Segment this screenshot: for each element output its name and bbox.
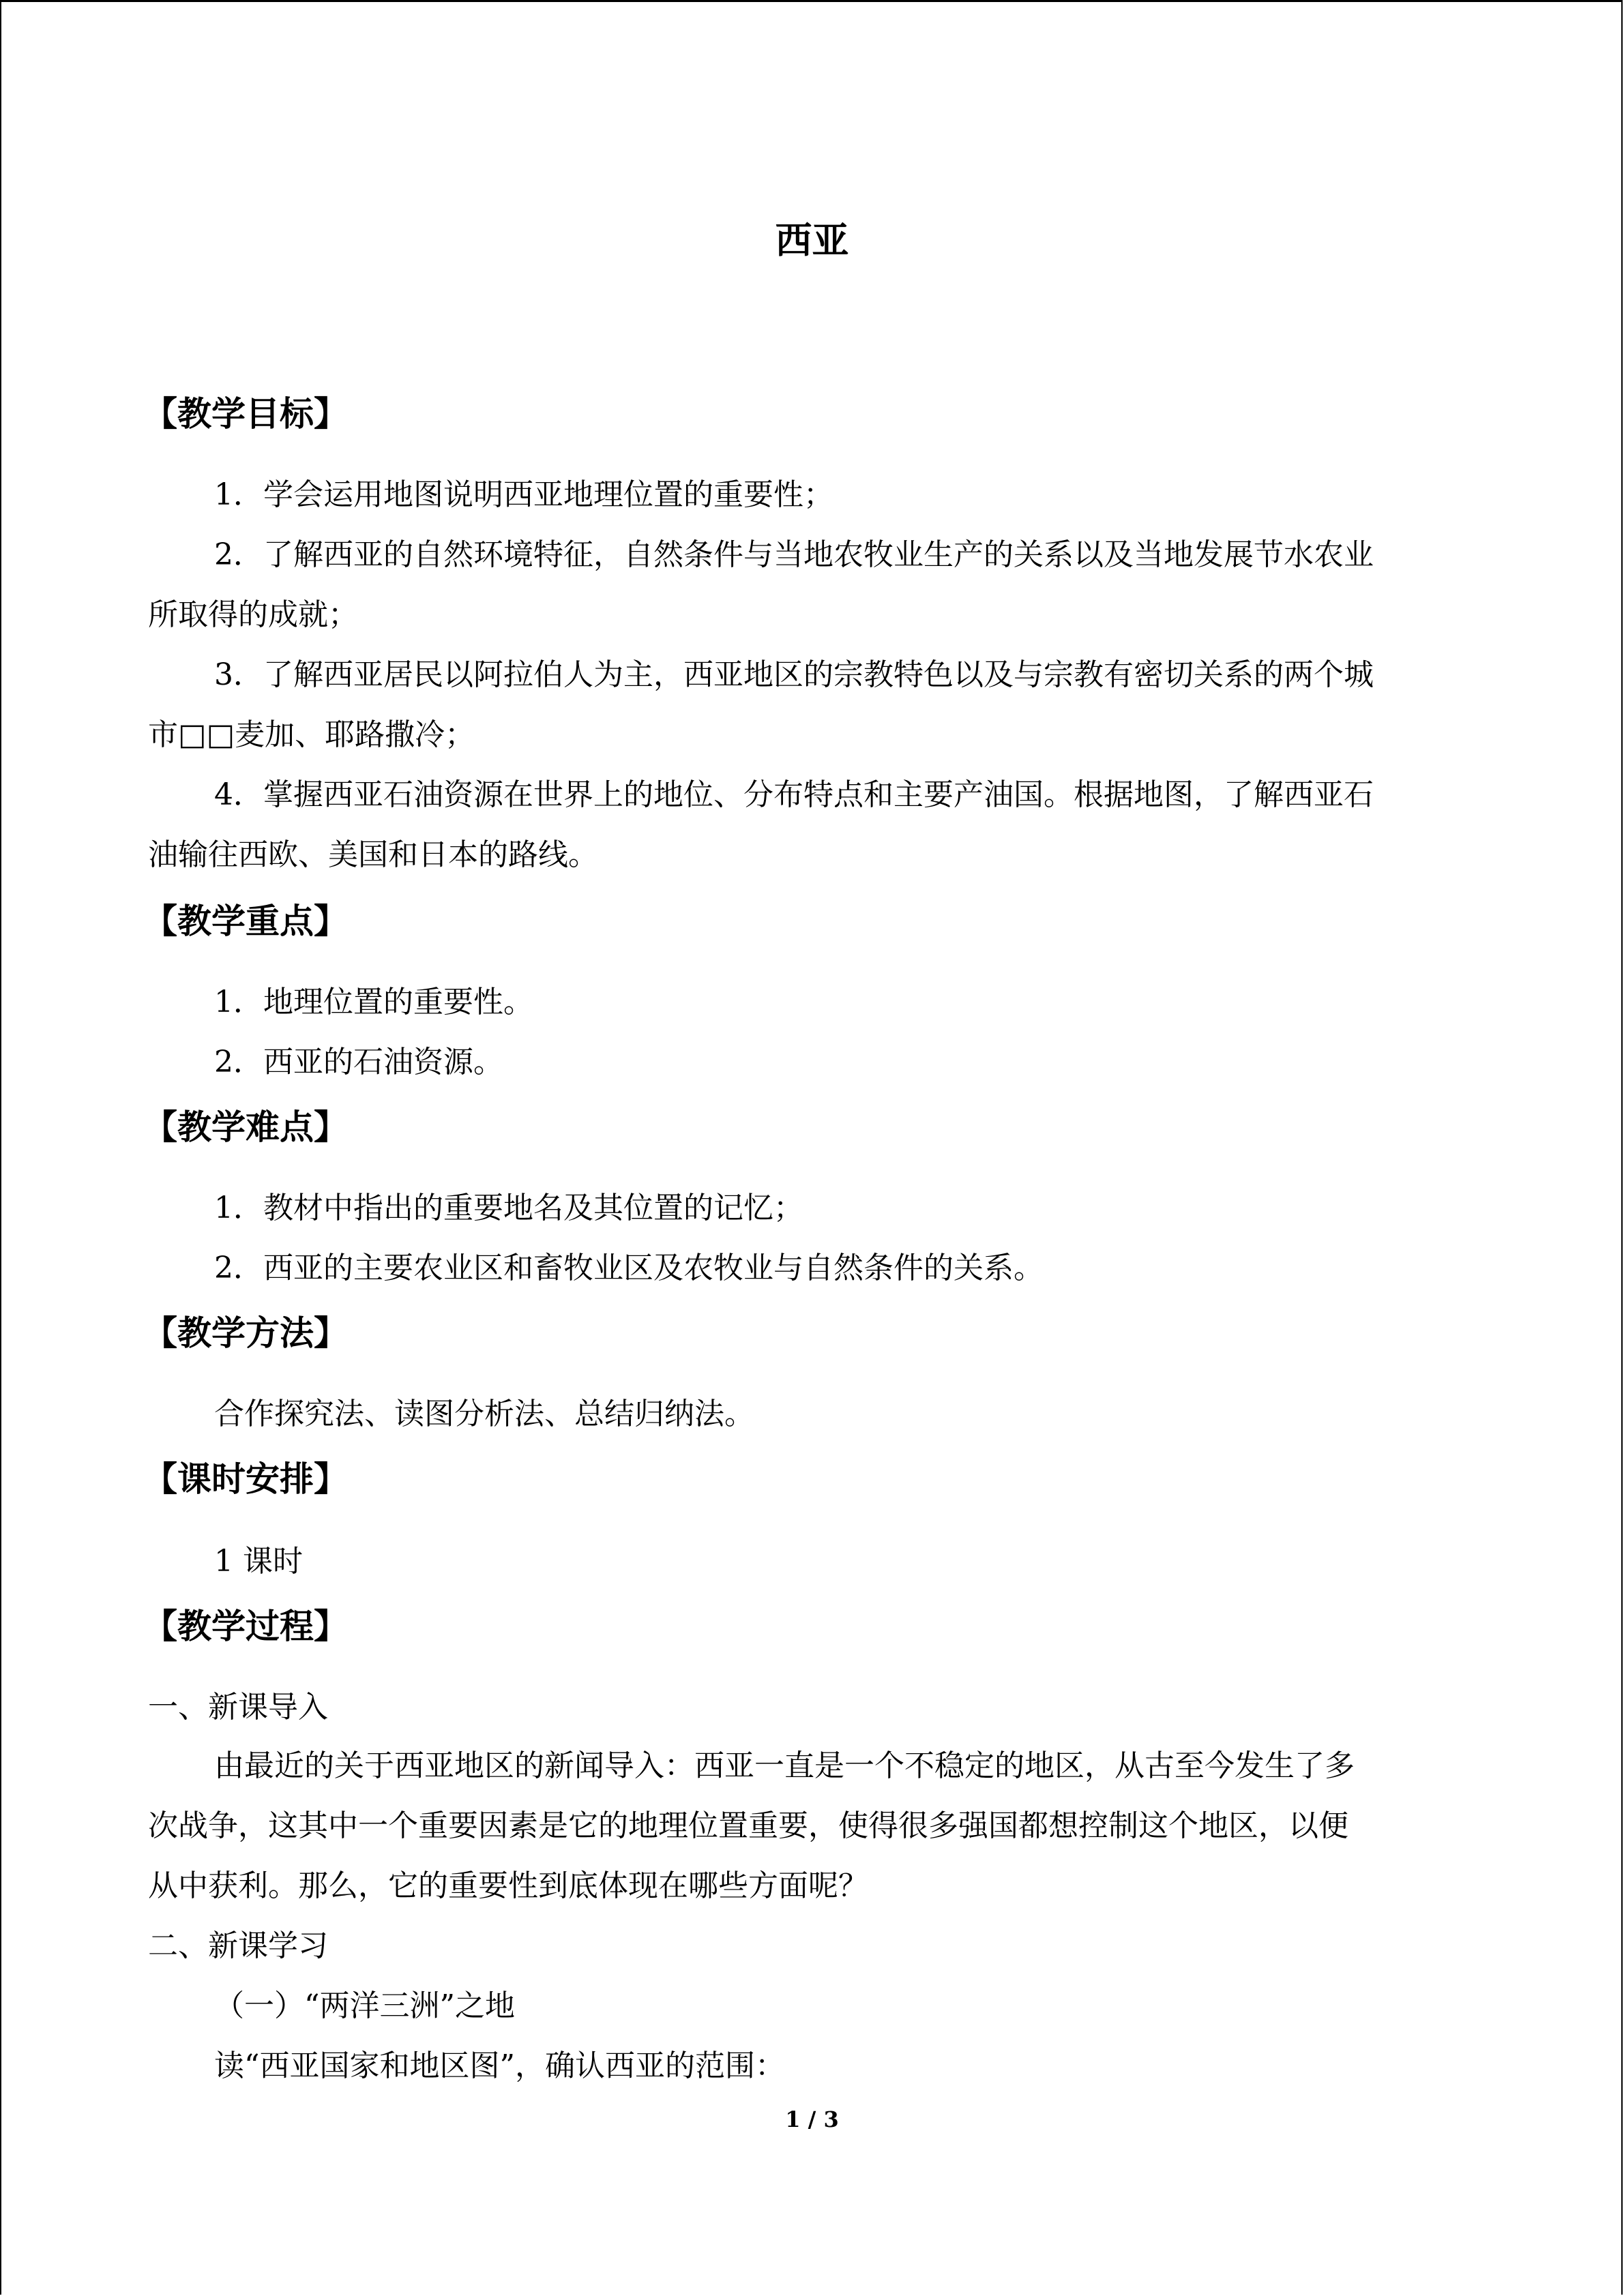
process-line-7: 读“西亚国家和地区图”，确认西亚的范围： <box>214 2048 785 2083</box>
difficulties-line-1: 1．教材中指出的重要地名及其位置的记忆； <box>214 1191 803 1225</box>
process-line-1: 一、新课导入 <box>148 1690 328 1725</box>
process-line-4: 从中获利。那么，它的重要性到底体现在哪些方面呢？ <box>148 1868 868 1903</box>
goals-line-4: 3．了解西亚居民以阿拉伯人为主，西亚地区的宗教特色以及与宗教有密切关系的两个城 <box>214 657 1374 692</box>
heading-goals: 【教学目标】 <box>143 393 348 434</box>
goals-line-2: 2．了解西亚的自然环境特征，自然条件与当地农牧业生产的关系以及当地发展节水农业 <box>214 537 1374 572</box>
key-points-line-1: 1．地理位置的重要性。 <box>214 985 533 1019</box>
process-line-2: 由最近的关于西亚地区的新闻导入：西亚一直是一个不稳定的地区，从古至今发生了多 <box>214 1748 1355 1783</box>
schedule-line-1: 1 课时 <box>214 1544 303 1579</box>
goals-line-5: 市□□麦加、耶路撒冷； <box>148 717 475 752</box>
heading-schedule: 【课时安排】 <box>143 1459 348 1499</box>
process-line-6: （一）“两洋三洲”之地 <box>214 1988 515 2023</box>
heading-difficulties: 【教学难点】 <box>143 1107 348 1147</box>
document-title: 西亚 <box>775 218 849 262</box>
goals-line-6: 4．掌握西亚石油资源在世界上的地位、分布特点和主要产油国。根据地图，了解西亚石 <box>214 777 1374 812</box>
process-line-3: 次战争，这其中一个重要因素是它的地理位置重要，使得很多强国都想控制这个地区，以便 <box>148 1808 1348 1843</box>
methods-line-1: 合作探究法、读图分析法、总结归纳法。 <box>214 1397 754 1431</box>
goals-line-1: 1．学会运用地图说明西亚地理位置的重要性； <box>214 477 833 512</box>
goals-line-3: 所取得的成就； <box>148 597 358 632</box>
difficulties-line-2: 2．西亚的主要农业区和畜牧业区及农牧业与自然条件的关系。 <box>214 1251 1044 1285</box>
process-line-5: 二、新课学习 <box>148 1928 328 1963</box>
key-points-line-2: 2．西亚的石油资源。 <box>214 1045 503 1079</box>
goals-line-7: 油输往西欧、美国和日本的路线。 <box>148 837 598 872</box>
heading-methods: 【教学方法】 <box>143 1313 348 1353</box>
page-number: 1 / 3 <box>785 2106 839 2132</box>
heading-process: 【教学过程】 <box>143 1606 348 1646</box>
heading-key-points: 【教学重点】 <box>143 901 348 941</box>
